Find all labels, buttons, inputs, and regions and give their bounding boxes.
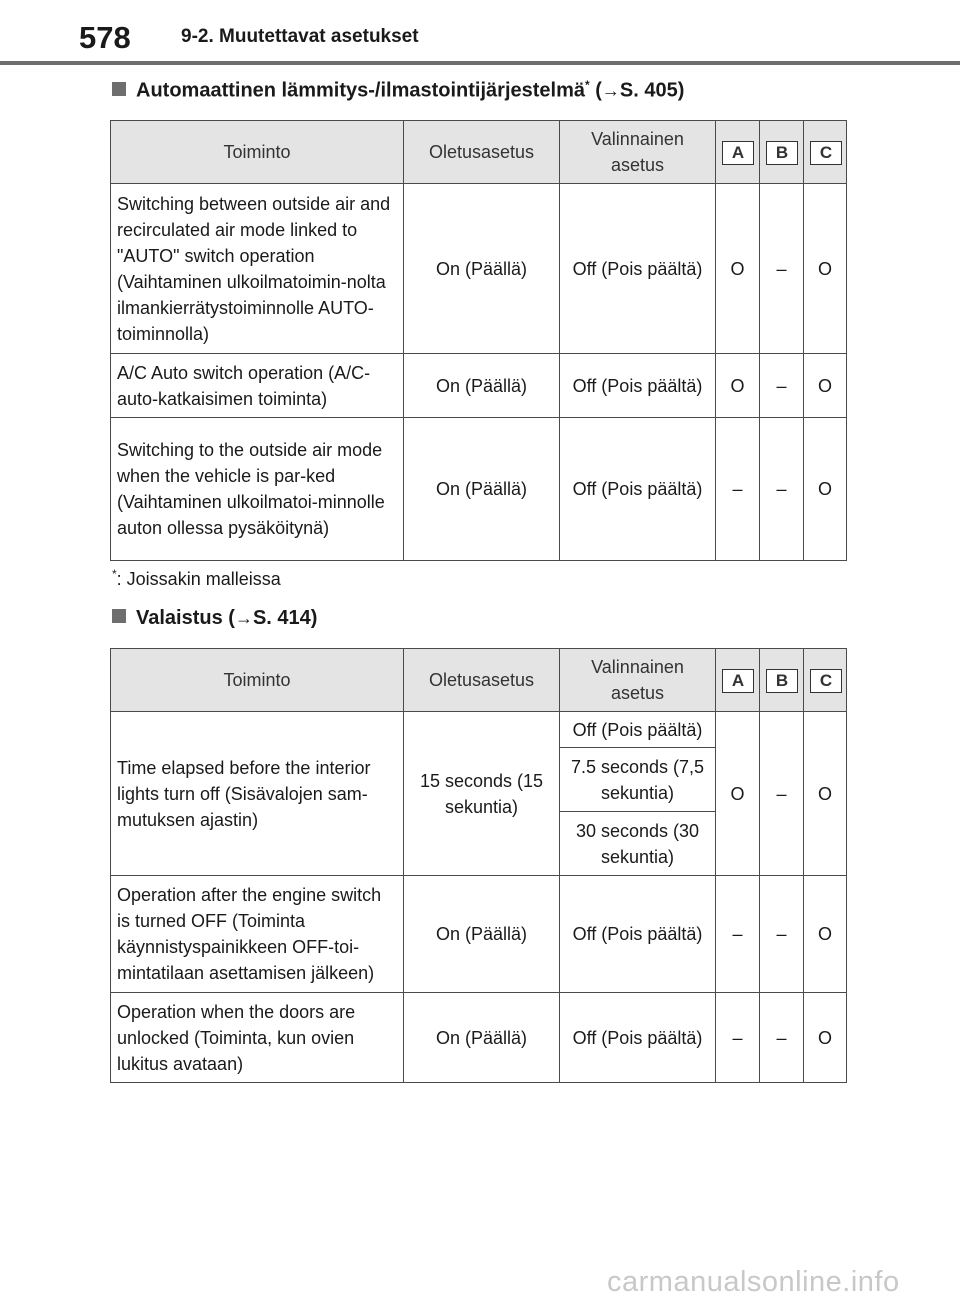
table-row [111,876,847,993]
default-cell: 15 seconds (15 sekuntia) [404,712,560,876]
key-c-cell: O [804,418,847,561]
optional-cell: 30 seconds (30 sekuntia) [560,812,716,876]
key-b-cell: – [760,418,804,561]
key-c-cell: O [804,876,847,993]
function-cell: Switching between outside air and recirculated air mode linked to "AUTO" switch operation (Vaihtaminen ulkoilmatoimin-nolta ilmankierrätystoiminnolle AUTO-toiminnolla) [111,184,404,354]
key-b-cell: – [760,184,804,354]
key-a-cell: – [716,418,760,561]
key-a-cell: – [716,876,760,993]
key-a-cell: O [716,354,760,418]
table-row [111,184,847,354]
key-badge-c: C [810,141,842,165]
key-badge-a: A [722,141,754,165]
settings-table-lighting [110,648,847,1083]
key-badge-b: B [766,669,798,693]
column-header-b [760,121,804,184]
function-cell: Operation after the engine switch is turned OFF (Toiminta käynnistyspainikkeen OFF-toi-mintatilaan asettamisen jälkeen) [111,876,404,993]
key-b-cell: – [760,354,804,418]
square-bullet-icon [112,609,126,623]
key-badge-c: C [810,669,842,693]
key-c-cell: O [804,184,847,354]
key-a-cell: O [716,184,760,354]
optional-cell: Off (Pois päältä) [560,712,716,748]
optional-cell: Off (Pois päältä) [560,993,716,1083]
section-heading-lighting: Valaistus (→S. 414) [112,607,317,630]
optional-cell: Off (Pois päältä) [560,876,716,993]
column-header-b [760,649,804,712]
table-row [111,993,847,1083]
footnote-text: : Joissakin malleissa [116,569,281,589]
column-header-default: Oletusasetus [404,121,560,184]
section-title: Valaistus [136,607,223,629]
footnote [112,567,281,590]
key-b-cell: – [760,712,804,876]
key-badge-b: B [766,141,798,165]
section-heading-climate: Automaattinen lämmitys-/ilmastointijärjestelmä* (→S. 405) [112,78,684,103]
default-cell: On (Päällä) [404,184,560,354]
section-title: Automaattinen lämmitys-/ilmastointijärjestelmä [136,79,586,102]
settings-table-climate [110,120,847,561]
function-cell: Time elapsed before the interior lights turn off (Sisävalojen sam-mutuksen ajastin) [111,712,404,876]
column-header-c [804,121,847,184]
column-header-function: Toiminto [111,649,404,712]
page-reference[interactable]: S. 414) [252,607,318,629]
table-row [111,354,847,418]
square-bullet-icon [112,82,126,96]
arrow-right-icon: → [234,608,253,628]
footnote-mark: * [112,567,117,581]
key-c-cell: O [804,354,847,418]
key-b-cell: – [760,993,804,1083]
column-header-a [716,649,760,712]
table-header-row [111,121,847,184]
optional-cell: Off (Pois päältä) [560,184,716,354]
default-cell: On (Päällä) [404,993,560,1083]
column-header-function: Toiminto [111,121,404,184]
table-row [111,712,847,748]
key-c-cell: O [804,993,847,1083]
function-cell: Operation when the doors are unlocked (Toiminta, kun ovien lukitus avataan) [111,993,404,1083]
header-divider [0,61,960,65]
key-b-cell: – [760,876,804,993]
default-cell: On (Päällä) [404,354,560,418]
chapter-title: 9-2. Muutettavat asetukset [181,26,419,47]
arrow-right-icon: → [601,80,620,101]
table-header-row [111,649,847,712]
key-a-cell: O [716,712,760,876]
function-cell: A/C Auto switch operation (A/C-auto-katkaisimen toiminta) [111,354,404,418]
key-a-cell: – [716,993,760,1083]
column-header-optional: Valinnainen asetus [560,121,716,184]
function-cell: Switching to the outside air mode when the vehicle is par-ked (Vaihtaminen ulkoilmatoi-minnolle auton ollessa pysäköitynä) [111,418,404,561]
key-c-cell: O [804,712,847,876]
page-header [0,0,960,66]
footnote-mark: * [585,78,590,92]
optional-cell: Off (Pois päältä) [560,354,716,418]
default-cell: On (Päällä) [404,418,560,561]
page-number: 578 [79,20,131,55]
column-header-optional: Valinnainen asetus [560,649,716,712]
watermark: carmanualsonline.info [607,1266,900,1298]
column-header-default: Oletusasetus [404,649,560,712]
optional-cell: 7.5 seconds (7,5 sekuntia) [560,748,716,812]
column-header-c [804,649,847,712]
key-badge-a: A [722,669,754,693]
table-row [111,418,847,561]
optional-cell: Off (Pois päältä) [560,418,716,561]
page-reference[interactable]: S. 405) [619,79,685,102]
column-header-a [716,121,760,184]
default-cell: On (Päällä) [404,876,560,993]
